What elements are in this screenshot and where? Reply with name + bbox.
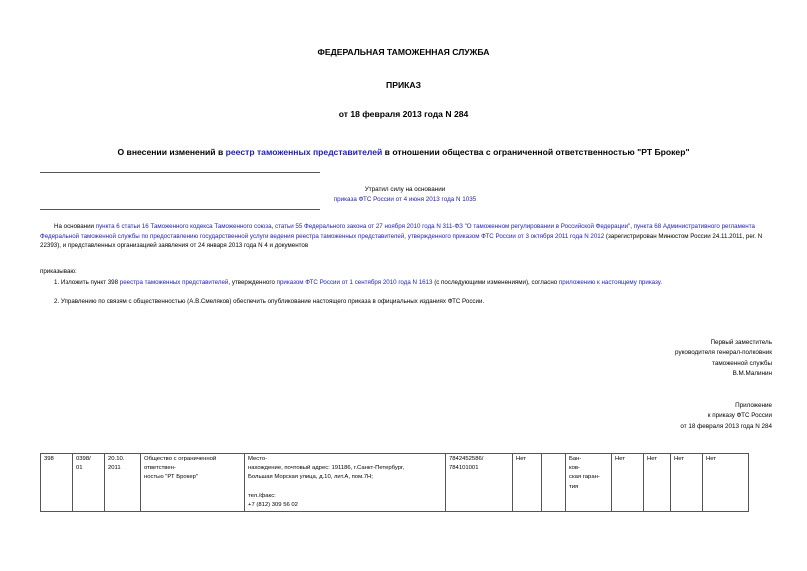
item1-text: , утвержденного <box>228 279 277 286</box>
cell-text: ностью "РТ Брокер" <box>144 474 198 481</box>
cell-reg-number <box>73 454 105 512</box>
appendix-line: к приказу ФТС России <box>707 412 772 420</box>
cell-address <box>245 454 446 512</box>
appendix-line: Приложение <box>735 402 772 409</box>
document-type: ПРИКАЗ <box>386 80 421 90</box>
order-item-1 <box>54 278 774 288</box>
cell-text: ответствен- <box>144 465 176 472</box>
registry-link[interactable]: реестр таможенных представителей <box>225 147 383 157</box>
signature-line: руководителя генерал-полковник <box>675 349 772 357</box>
cell-number <box>41 454 73 512</box>
cell-status <box>513 454 542 512</box>
divider-top <box>40 172 320 173</box>
document-title <box>0 147 807 157</box>
cell-text: Большая Морская улица, д.10, лит.А, пом.7Н; <box>248 474 373 481</box>
customs-code-link[interactable]: пункта 6 статьи 16 Таможенного кодекса Таможенного союза <box>95 223 272 230</box>
order-word: приказываю: <box>40 268 77 275</box>
cell-text: Нет <box>674 456 685 462</box>
appendix-header <box>680 401 772 432</box>
cell-text: Нет <box>706 456 717 462</box>
cell-text: 20.10. <box>108 456 125 462</box>
cell-text: 7842452586/ <box>449 456 484 462</box>
cell-status <box>703 454 749 512</box>
federal-law-link[interactable]: статьи 55 Федерального закона от 27 ноября 2010 года N 311-ФЗ "О таможенном регулировании в Российской Федерации" <box>275 223 631 230</box>
cell-text: Нет <box>516 456 527 462</box>
cell-status <box>612 454 644 512</box>
item1-text: 1. Изложить пункт 398 <box>54 279 120 286</box>
cell-text: 01 <box>76 465 83 472</box>
invalidating-order-link[interactable]: приказа ФТС России от 4 июня 2013 года N 1035 <box>333 195 477 203</box>
cell-date <box>105 454 141 512</box>
title-suffix: в отношении общества с ограниченной ответственностью "РТ Брокер" <box>382 147 690 157</box>
preamble-text: На основании <box>54 223 96 230</box>
table-row <box>41 454 749 512</box>
signature-line: таможенной службы <box>712 359 772 367</box>
cell-text: Нет <box>615 456 626 462</box>
cell-text: ская гаран- <box>569 474 600 481</box>
appendix-link[interactable]: приложению к настоящему приказу <box>558 279 661 286</box>
cell-text: нахождение, почтовый адрес: 191186, г.Санкт-Петербург, <box>248 465 405 472</box>
cell-text: 2011 <box>108 465 121 472</box>
signature-line: Первый заместитель <box>710 339 772 346</box>
document-date: от 18 февраля 2013 года N 284 <box>338 109 469 119</box>
title-prefix: О внесении изменений в <box>117 147 226 157</box>
invalid-note <box>300 185 510 204</box>
preamble-sep: , <box>271 223 276 230</box>
registry-link-2[interactable]: реестра таможенных представителей <box>119 279 229 286</box>
signature-block <box>675 338 772 379</box>
item1-text: (с последующими изменениями), согласно <box>432 279 559 286</box>
appendix-line: от 18 февраля 2013 года N 284 <box>680 422 772 430</box>
cell-status <box>671 454 703 512</box>
registry-table <box>40 453 749 512</box>
signer-name: В.М.Малинин <box>732 369 772 377</box>
cell-empty <box>542 454 566 512</box>
agency-name: ФЕДЕРАЛЬНАЯ ТАМОЖЕННАЯ СЛУЖБА <box>317 47 490 57</box>
order-1613-link[interactable]: приказом ФТС России от 1 сентября 2010 года N 1613 <box>276 279 433 286</box>
order-item-2: 2. Управлению по связям с общественностью (А.В.Смеляков) обеспечить опубликование настоящего приказа в официальных изданиях ФТС России. <box>54 298 485 305</box>
cell-text: Нет <box>647 456 658 462</box>
divider-bottom <box>40 209 320 210</box>
invalid-note-text: Утратил силу на основании <box>364 186 446 193</box>
regulation-link[interactable]: пункта 68 Административного регламента Федеральной таможенной службы по предоставлению государственной услуги ведения реестра таможенных представителей, утвержденного приказом ФТС России от 3 октября 2011 года N 2012 <box>40 223 755 240</box>
cell-guarantee <box>566 454 612 512</box>
cell-text: 784101001 <box>449 465 479 472</box>
cell-text: Общество с ограниченной <box>144 456 217 462</box>
cell-text: Бан- <box>569 456 582 462</box>
cell-text: Место- <box>248 456 268 462</box>
item1-text: . <box>660 279 663 286</box>
preamble <box>40 222 770 251</box>
cell-inn <box>446 454 513 512</box>
cell-text: тия <box>569 483 579 490</box>
cell-organization <box>141 454 245 512</box>
cell-text: ков- <box>569 465 581 472</box>
cell-text: +7 (812) 309 56 02 <box>248 501 298 508</box>
preamble-sep: , <box>630 223 634 230</box>
cell-text: 398 <box>44 456 54 462</box>
cell-text: тел./факс: <box>248 492 276 499</box>
cell-status <box>644 454 671 512</box>
cell-text: 0398/ <box>76 456 91 462</box>
preamble-text: (зарегистрирован Минюстом России 24.11.2011, рег. N 22393), и представленных организацией заявления от 24 января 2013 года N 4 и документов <box>40 232 763 250</box>
